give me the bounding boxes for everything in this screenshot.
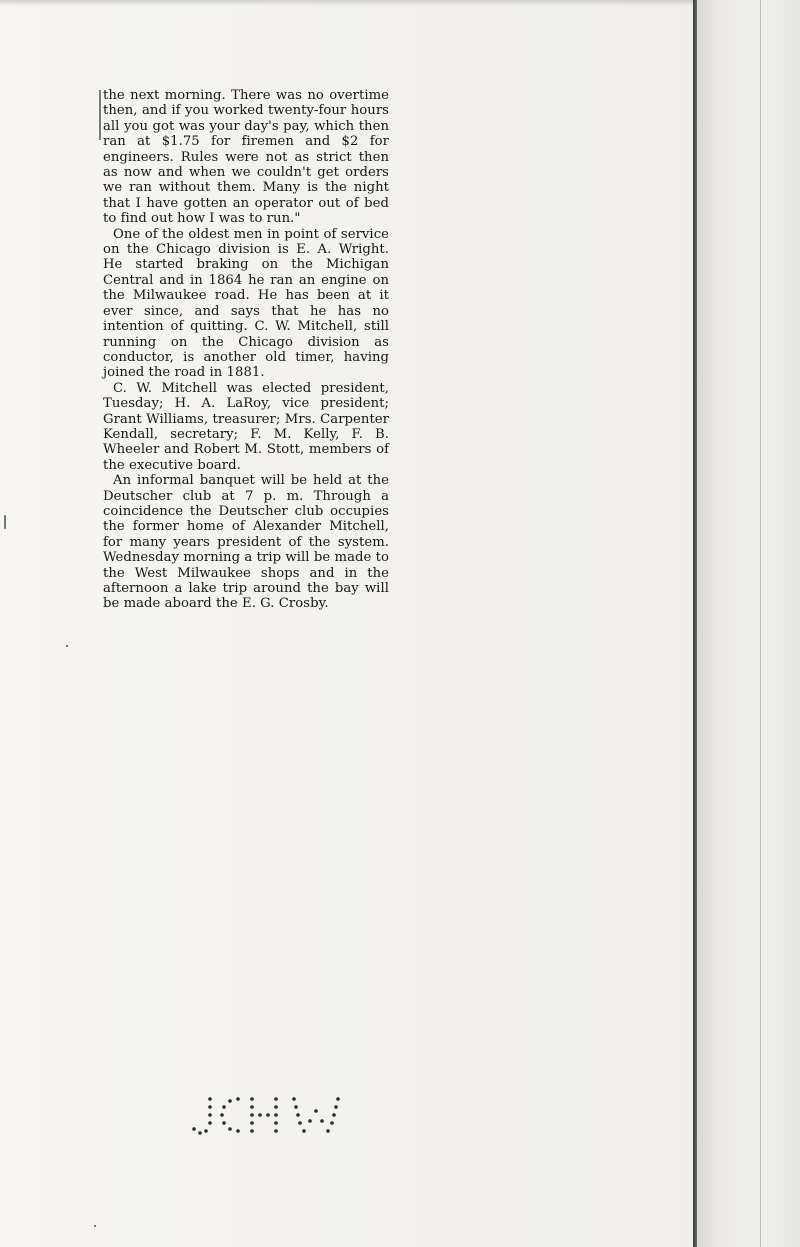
newspaper-clipping: [103, 88, 389, 612]
perforation-dot: [220, 1113, 224, 1117]
adjacent-page-strip: [697, 0, 800, 1247]
perforation-dot: [228, 1099, 232, 1103]
perforation-dot: [222, 1105, 226, 1109]
article-paragraph-2: One of the oldest men in point of service on the Chicago division is E. A. Wright. He started braking on the Michigan Central and in 1864 he ran an engine on the Milwaukee road. He has been at it ever since, and says that he has no intention of quitting. C. W. Mitchell, still running on the Chicago division as conductor, is another old timer, having joined the road in 1881.: [103, 226, 389, 381]
perforation-dot: [302, 1129, 306, 1133]
perforation-dot: [334, 1105, 338, 1109]
perforation-stamp: [190, 1085, 350, 1140]
perforation-dot: [292, 1097, 296, 1101]
perforation-dot: [236, 1097, 240, 1101]
adjacent-page-line: [760, 0, 761, 1247]
perforation-dot: [266, 1113, 270, 1117]
article-paragraph-3: C. W. Mitchell was elected president, Tuesday; H. A. LaRoy, vice president; Grant Williams, treasurer; Mrs. Carpenter Kendall, secretary; F. M. Kelly, F. B. Wheeler and Robert M. Stott, members of the executive board.: [103, 380, 389, 473]
perforation-dot: [308, 1119, 312, 1123]
article-paragraph-4: An informal banquet will be held at the Deutscher club at 7 p. m. Through a coincidence the Deutscher club occupies the former home of Alexander Mitchell, for many years president of the system. Wednesday morning a trip will be made to the West Milwaukee shops and in the afternoon a lake trip around the bay will be made aboard the E. G. Crosby.: [103, 473, 389, 612]
perforation-dot: [250, 1097, 254, 1101]
scan-speck: [4, 515, 6, 529]
article-paragraph-1: the next morning. There was no overtime then, and if you worked twenty-four hours all you got was your day's pay, which then ran at $1.75 for firemen and $2 for engineers. Rules were not as strict then as now and when we couldn't get orders we ran without them. Many is the night that I have gotten an operator out of bed to find out how I was to run.": [103, 88, 389, 227]
perforation-dot: [208, 1113, 212, 1117]
top-shadow: [0, 0, 693, 6]
perforation-dot: [274, 1129, 278, 1133]
perforation-dot: [296, 1113, 300, 1117]
perforation-dot: [204, 1129, 208, 1133]
perforation-dot: [326, 1129, 330, 1133]
perforated-letters: [192, 1097, 340, 1135]
perforation-dot: [336, 1097, 340, 1101]
scan-speck: [94, 1225, 96, 1227]
perforation-dot: [258, 1113, 262, 1117]
perforation-dot: [250, 1113, 254, 1117]
perforation-dot: [330, 1121, 334, 1125]
perforation-dot: [198, 1131, 202, 1135]
perforation-dot: [250, 1121, 254, 1125]
perforation-dot: [250, 1129, 254, 1133]
perforation-dot: [274, 1105, 278, 1109]
perforation-dot: [208, 1121, 212, 1125]
perforation-dot: [208, 1105, 212, 1109]
perforation-dot: [236, 1129, 240, 1133]
perforation-dot: [274, 1097, 278, 1101]
perforation-dot: [222, 1121, 226, 1125]
perforation-dot: [192, 1127, 196, 1131]
perforation-dot: [250, 1105, 254, 1109]
scan-speck: [66, 645, 68, 647]
perforation-dot: [332, 1113, 336, 1117]
perforation-dot: [274, 1113, 278, 1117]
column-margin-mark: [99, 90, 101, 140]
perforation-dot: [294, 1105, 298, 1109]
perforation-dot: [274, 1121, 278, 1125]
perforation-dot: [320, 1119, 324, 1123]
perforation-dot: [208, 1097, 212, 1101]
perforation-dot: [314, 1109, 318, 1113]
perforation-dot: [298, 1121, 302, 1125]
perforation-dot: [228, 1127, 232, 1131]
